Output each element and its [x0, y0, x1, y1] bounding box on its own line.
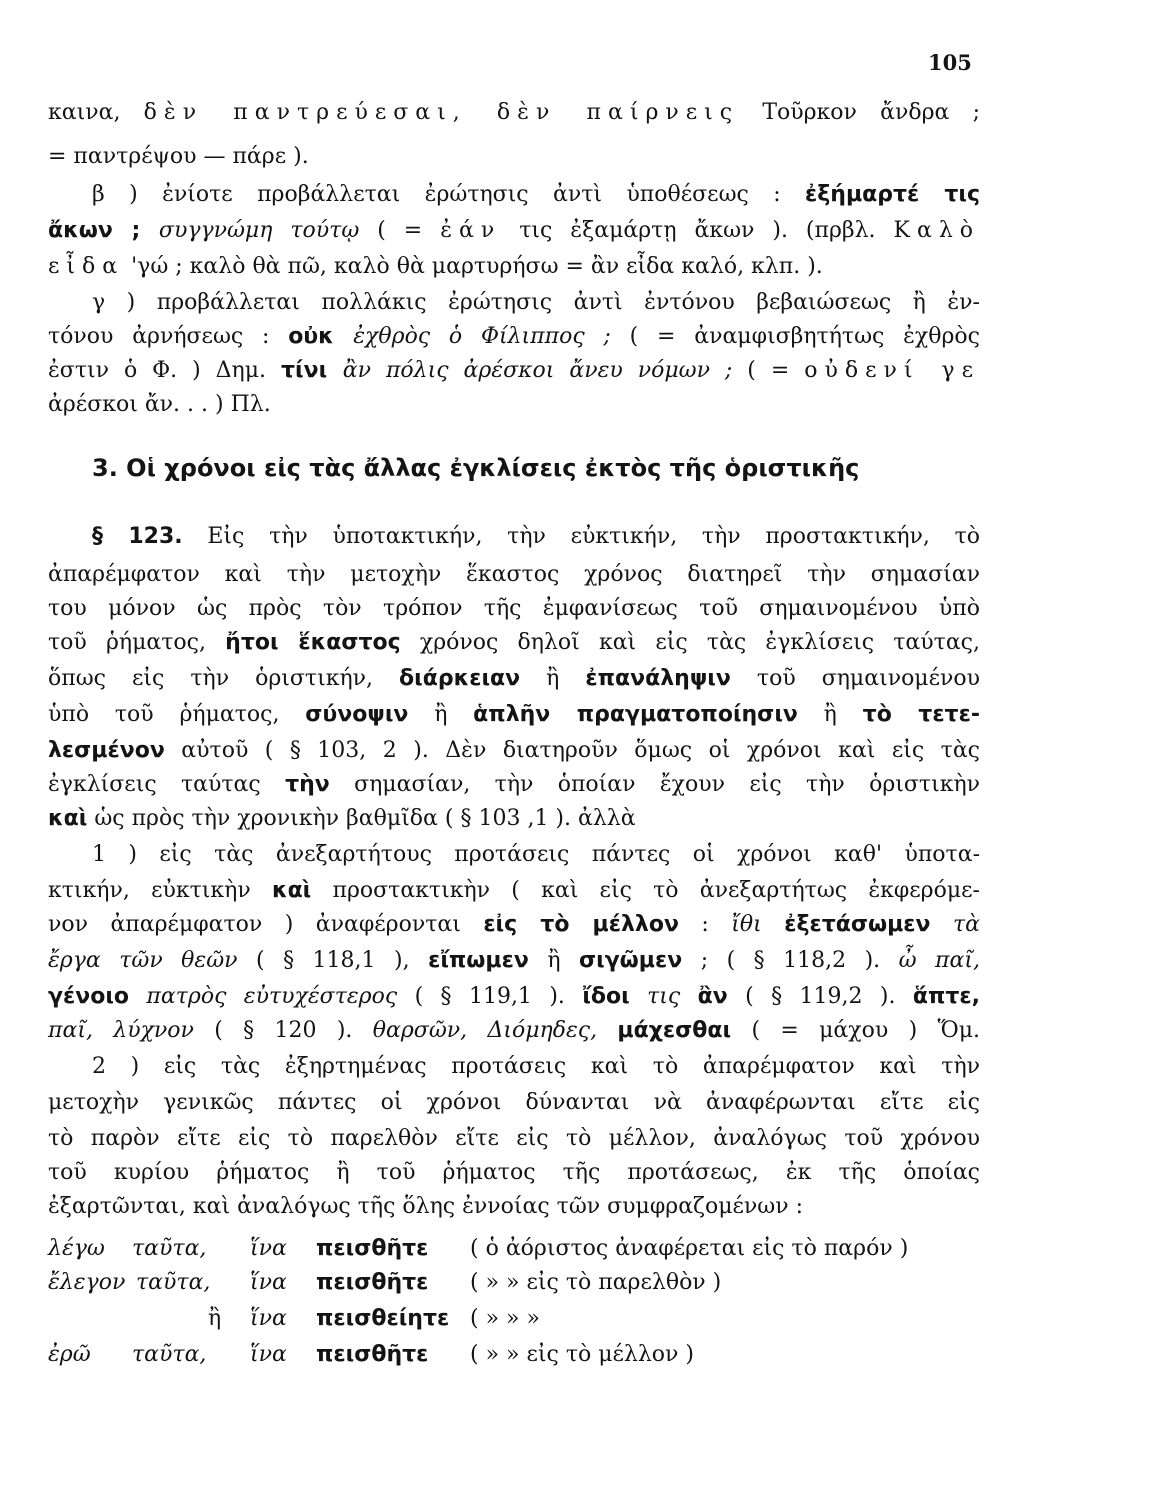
text-line: ὑπὸ τοῦ ῥήματος, σύνοψιν ἢ ἁπλῆν πραγματοποίησιν ἢ τὸ τετε-	[48, 702, 980, 727]
example-conjunction: ἵνα	[250, 1342, 287, 1367]
text-line: ἐξαρτῶνται, καὶ ἀναλόγως τῆς ὅλης ἐννοίας τῶν συμφραζομένων :	[48, 1194, 804, 1219]
example-verb: λέγω	[48, 1236, 105, 1261]
text-line: 2 ) εἰς τὰς ἐξηρτημένας προτάσεις καὶ τὸ ἀπαρέμφατον καὶ τὴν	[92, 1054, 980, 1079]
text-line: νον ἀπαρέμφατον ) ἀναφέρονται εἰς τὸ μέλλον : ἴθι ἐξετάσωμεν τὰ	[48, 912, 981, 937]
example-form: πεισθείητε	[316, 1306, 450, 1331]
example-form: πεισθῆτε	[316, 1236, 429, 1261]
example-form: πεισθῆτε	[316, 1270, 429, 1295]
text-line: τοῦ κυρίου ῥήματος ἢ τοῦ ῥήματος τῆς προτάσεως, ἐκ τῆς ὁποίας	[48, 1160, 980, 1185]
text-line: γένοιο πατρὸς εὐτυχέστερος ( § 119,1 ). ἴδοι τις ἂν ( § 119,2 ). ἅπτε,	[48, 984, 981, 1009]
example-object: ἢ	[208, 1306, 222, 1331]
example-object: ταῦτα,	[136, 1270, 211, 1295]
text-line: καινα, δὲν παντρεύεσαι, δὲν παίρνεις Τοῦρκον ἄνδρα ;	[48, 100, 980, 125]
text-line: τόνου ἀρνήσεως : οὐκ ἐχθρὸς ὁ Φίλιππος ; ( = ἀναμφισβητήτως ἐχθρὸς	[48, 324, 980, 349]
example-object: ταῦτα,	[132, 1342, 207, 1367]
text-line: ἐστιν ὁ Φ. ) Δημ. τίνι ἂν πόλις ἀρέσκοι ἄνευ νόμων ; ( = οὐδενί γε	[48, 358, 980, 383]
section-mark: § 123.	[92, 524, 183, 549]
text-line: ὅπως εἰς τὴν ὁριστικήν, διάρκειαν ἢ ἐπανάληψιν τοῦ σημαινομένου	[48, 666, 980, 691]
text-line: 1 ) εἰς τὰς ἀνεξαρτήτους προτάσεις πάντες οἱ χρόνοι καθ' ὑποτα-	[92, 842, 980, 867]
text-line: β ) ἐνίοτε προβάλλεται ἐρώτησις ἀντὶ ὑποθέσεως : ἐξήμαρτέ τις	[92, 182, 980, 207]
text-line: μετοχὴν γενικῶς πάντες οἱ χρόνοι δύνανται νὰ ἀναφέρωνται εἴτε εἰς	[48, 1090, 980, 1115]
section-heading: 3. Οἱ χρόνοι εἰς τὰς ἄλλας ἐγκλίσεις ἐκτὸς τῆς ὁριστικῆς	[92, 454, 860, 482]
text-line: καὶ ὡς πρὸς τὴν χρονικὴν βαθμῖδα ( § 103 ,1 ). ἀλλὰ	[48, 806, 636, 831]
example-note: ( » » εἰς τὸ παρελθὸν )	[470, 1270, 722, 1295]
text-line: ἄκων ; συγγνώμη τούτῳ ( = ἐάν τις ἐξαμάρτῃ ἄκων ). (πρβλ. Καλὸ	[48, 218, 981, 243]
text-line: ἀρέσκοι ἄν. . . ) Πλ.	[48, 392, 271, 417]
text-line: γ ) προβάλλεται πολλάκις ἐρώτησις ἀντὶ ἐντόνου βεβαιώσεως ἢ ἐν-	[92, 290, 980, 315]
text-line: του μόνον ὡς πρὸς τὸν τρόπον τῆς ἐμφανίσεως τοῦ σημαινομένου ὑπὸ	[48, 596, 980, 621]
text-line: § 123. Εἰς τὴν ὑποτακτικήν, τὴν εὐκτικήν, τὴν προστακτικήν, τὸ	[92, 524, 980, 549]
text-line: ἔργα τῶν θεῶν ( § 118,1 ), εἴπωμεν ἢ σιγῶμεν ; ( § 118,2 ). ὦ παῖ,	[48, 948, 980, 973]
example-conjunction: ἵνα	[250, 1306, 287, 1331]
example-note: ( » » εἰς τὸ μέλλον )	[470, 1342, 695, 1367]
text-line: λεσμένον αὐτοῦ ( § 103, 2 ). Δὲν διατηροῦν ὅμως οἱ χρόνοι καὶ εἰς τὰς	[48, 738, 980, 763]
text-line: εἶδα 'γώ ; καλὸ θὰ πῶ, καλὸ θὰ μαρτυρήσω = ἂν εἶδα καλό, κλπ. ).	[48, 254, 823, 279]
example-note: ( ὁ ἀόριστος ἀναφέρεται εἰς τὸ παρόν )	[470, 1236, 909, 1261]
text-line: ἀπαρέμφατον καὶ τὴν μετοχὴν ἕκαστος χρόνος διατηρεῖ τὴν σημασίαν	[48, 562, 980, 587]
example-verb: ἔλεγον	[48, 1270, 126, 1295]
page-number: 105	[928, 50, 972, 75]
text-line: παῖ, λύχνον ( § 120 ). θαρσῶν, Διόμηδες, μάχεσθαι ( = μάχου ) Ὅμ.	[48, 1018, 980, 1043]
text-line: τὸ παρὸν εἴτε εἰς τὸ παρελθὸν εἴτε εἰς τὸ μέλλον, ἀναλόγως τοῦ χρόνου	[48, 1126, 980, 1151]
example-verb: ἐρῶ	[48, 1342, 91, 1367]
example-form: πεισθῆτε	[316, 1342, 429, 1367]
example-object: ταῦτα,	[132, 1236, 207, 1261]
example-conjunction: ἵνα	[250, 1236, 287, 1261]
text-line: τοῦ ῥήματος, ἤτοι ἕκαστος χρόνος δηλοῖ καὶ εἰς τὰς ἐγκλίσεις ταύτας,	[48, 630, 980, 655]
text-line: κτικήν, εὐκτικὴν καὶ προστακτικὴν ( καὶ εἰς τὸ ἀνεξαρτήτως ἐκφερόμε-	[48, 878, 980, 903]
text-line: ἐγκλίσεις ταύτας τὴν σημασίαν, τὴν ὁποίαν ἔχουν εἰς τὴν ὁριστικὴν	[48, 772, 981, 797]
example-conjunction: ἵνα	[250, 1270, 287, 1295]
example-note: ( » » »	[470, 1306, 540, 1331]
text-line: = παντρέψου — πάρε ).	[48, 144, 309, 169]
